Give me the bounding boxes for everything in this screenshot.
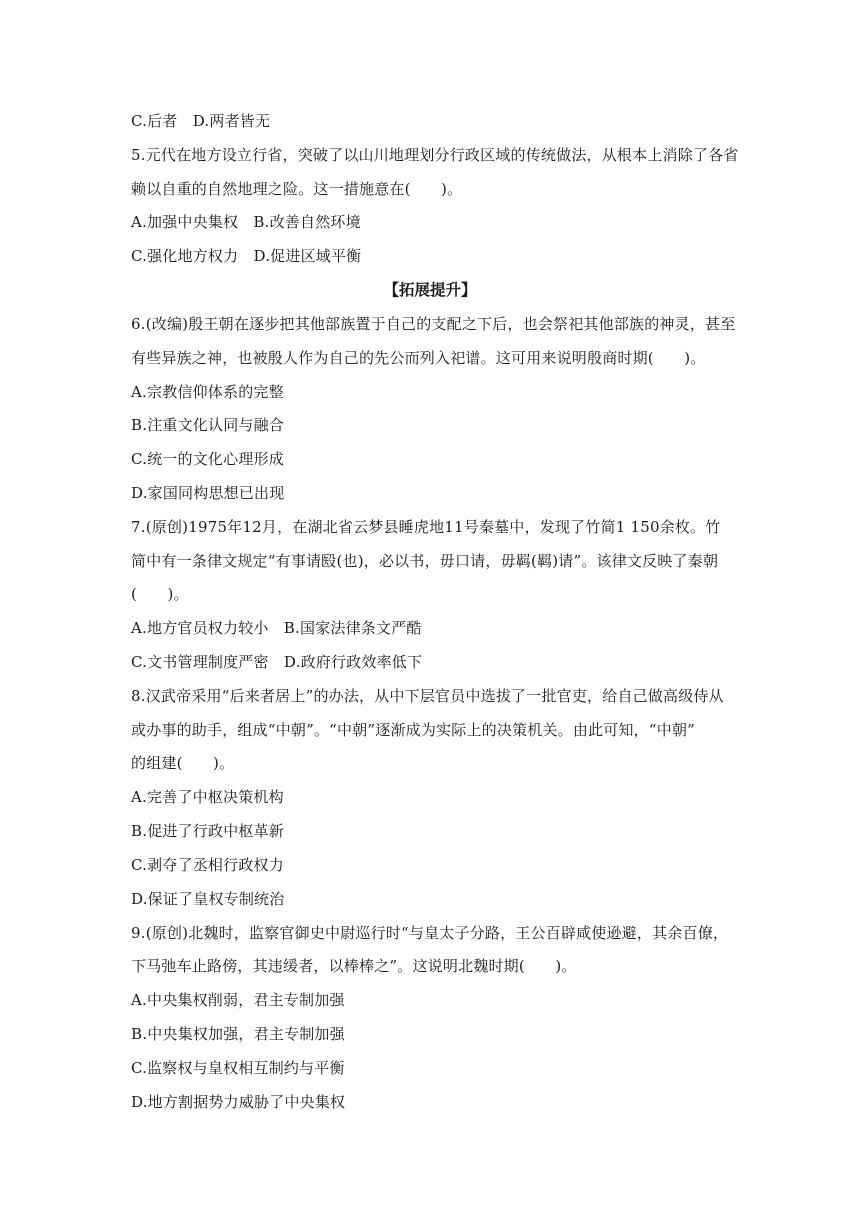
section-title: 【拓展提升】: [383, 281, 477, 299]
question-9-option: A.中央集权削弱，君主专制加强: [131, 991, 345, 1009]
question-8-text: 或办事的助手，组成“中朝”。“中朝”逐渐成为实际上的决策机关。由此可知，“中朝”: [131, 721, 696, 739]
question-6-option: A.宗教信仰体系的完整: [131, 383, 284, 401]
question-5-option: C.强化地方权力 D.促进区域平衡: [131, 247, 362, 265]
question-8-option: A.完善了中枢决策机构: [131, 788, 284, 806]
question-5-option: A.加强中央集权 B.改善自然环境: [131, 213, 361, 231]
question-9-text: 下马弛车止路傍，其违缓者，以棒棒之”。这说明北魏时期( )。: [131, 957, 577, 975]
option-line: C.后者 D.两者皆无: [131, 112, 271, 130]
question-7-option: A.地方官员权力较小 B.国家法律条文严酷: [131, 619, 422, 637]
question-7-text: 简中有一条律文规定“有事请殹(也)，必以书，毋口请，毋羁(羁)请”。该律文反映了秦朝: [131, 552, 719, 570]
question-9-option: B.中央集权加强，君主专制加强: [131, 1025, 345, 1043]
question-9-text: 9.(原创)北魏时，监察官御史中尉巡行时“与皇太子分路，王公百辟咸使逊避，其余百僚，: [131, 924, 729, 942]
question-8-text: 8.汉武帝采用“后来者居上”的办法，从中下层官员中选拔了一批官吏，给自己做高级侍从: [131, 687, 724, 705]
question-7-text: ( )。: [131, 585, 189, 603]
question-6-text: 有些异族之神，也被殷人作为自己的先公而列入祀谱。这可用来说明殷商时期( )。: [131, 349, 706, 367]
question-6-option: D.家国同构思想已出现: [131, 484, 285, 502]
question-7-option: C.文书管理制度严密 D.政府行政效率低下: [131, 653, 423, 671]
question-8-option: C.剥夺了丞相行政权力: [131, 856, 284, 874]
question-5-text: 5.元代在地方设立行省，突破了以山川地理划分行政区域的传统做法，从根本上消除了各省: [131, 146, 739, 164]
question-9-option: C.监察权与皇权相互制约与平衡: [131, 1059, 345, 1077]
question-8-option: D.保证了皇权专制统治: [131, 890, 285, 908]
question-6-text: 6.(改编)殷王朝在逐步把其他部族置于自己的支配之下后，也会祭祀其他部族的神灵，甚至: [131, 315, 736, 333]
question-6-option: C.统一的文化心理形成: [131, 450, 284, 468]
question-7-text: 7.(原创)1975年12月，在湖北省云梦县睡虎地11号秦墓中，发现了竹简1 150余枚。竹: [131, 518, 721, 536]
question-5-text: 赖以自重的自然地理之险。这一措施意在( )。: [131, 180, 463, 198]
question-6-option: B.注重文化认同与融合: [131, 416, 284, 434]
question-8-text: 的组建( )。: [131, 754, 235, 772]
question-8-option: B.促进了行政中枢革新: [131, 822, 284, 840]
question-9-option: D.地方割据势力威胁了中央集权: [131, 1093, 346, 1111]
